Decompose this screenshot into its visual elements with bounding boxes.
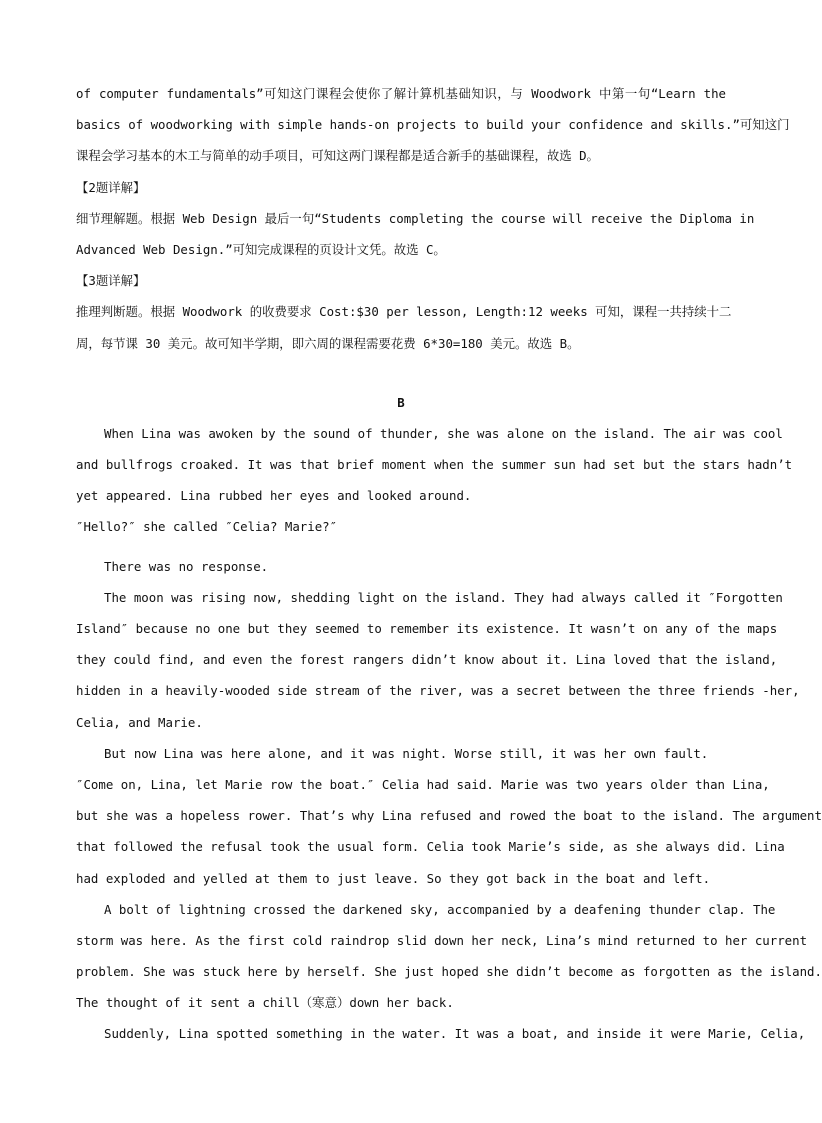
q2-heading: 【2题详解】: [76, 179, 146, 195]
section-label: B: [397, 394, 405, 410]
passage-line: But now Lina was here alone, and it was night. Worse still, it was her own fault.: [104, 745, 709, 761]
answer-explanation-line: of computer fundamentals”可知这门课程会使你了解计算机基础知识，与 Woodwork 中第一句“Learn the: [76, 86, 726, 101]
answer-explanation-line: basics of woodworking with simple hands-on projects to build your confidence and skills.”可知这门: [76, 117, 790, 133]
passage-line: storm was here. As the first cold raindrop slid down her neck, Lina’s mind returned to her current: [76, 932, 808, 948]
passage-line: that followed the refusal took the usual form. Celia took Marie’s side, as she always did. Lina: [76, 839, 785, 855]
passage-line: yet appeared. Lina rubbed her eyes and looked around.: [76, 488, 472, 504]
passage-line: they could find, and even the forest rangers didn’t know about it. Lina loved that the island,: [76, 652, 778, 668]
q3-heading: 【3题详解】: [76, 273, 146, 289]
passage-line: problem. She was stuck here by herself. She just hoped she didn’t become as forgotten as the island.: [76, 964, 822, 980]
passage-line: Suddenly, Lina spotted something in the water. It was a boat, and inside it were Marie, Celia,: [104, 1026, 806, 1042]
answer-explanation-line: 课程会学习基本的木工与简单的动手项目，可知这两门课程都是适合新手的基础课程，故选 D。: [76, 148, 599, 164]
passage-line: Island″ because no one but they seemed to remember its existence. It wasn’t on any of the maps: [76, 621, 778, 636]
answer-explanation-line: 推理判断题。根据 Woodwork 的收费要求 Cost:$30 per lesson, Length:12 weeks 可知，课程一共持续十二: [76, 304, 732, 320]
passage-line: and bullfrogs croaked. It was that brief moment when the summer sun had set but the stars hadn’t: [76, 457, 793, 473]
passage-line: The thought of it sent a chill（寒意）down her back.: [76, 995, 454, 1011]
passage-dialogue-line: ″Come on, Lina, let Marie row the boat.″ Celia had said. Marie was two years older than Lina,: [76, 776, 770, 792]
passage-line: A bolt of lightning crossed the darkened sky, accompanied by a deafening thunder clap. The: [104, 901, 776, 917]
answer-explanation-line: 细节理解题。根据 Web Design 最后一句“Students completing the course will receive the Diploma in: [76, 210, 755, 226]
passage-line: There was no response.: [104, 558, 269, 574]
passage-line: had exploded and yelled at them to just leave. So they got back in the boat and left.: [76, 870, 711, 886]
passage-line: hidden in a heavily-wooded side stream of the river, was a secret between the three friends -her,: [76, 683, 800, 699]
passage-line: When Lina was awoken by the sound of thunder, she was alone on the island. The air was cool: [104, 425, 783, 441]
line-gap: [76, 543, 726, 551]
passage-line: The moon was rising now, shedding light on the island. They had always called it ″Forgotten: [104, 589, 783, 605]
document-page: [76, 78, 822, 1050]
passage-line: but she was a hopeless rower. That’s why Lina refused and rowed the boat to the island. The argument: [76, 808, 822, 824]
answer-explanation-line: 周，每节课 30 美元。故可知半学期，即六周的课程需要花费 6*30=180 美元。故选 B。: [76, 335, 580, 351]
answer-explanation-line: Advanced Web Design.”可知完成课程的页设计文凭。故选 C。: [76, 241, 446, 257]
passage-line: Celia, and Marie.: [76, 714, 203, 730]
passage-dialogue-line: ″Hello?″ she called ″Celia? Marie?″: [76, 519, 338, 535]
section-gap: [76, 359, 726, 387]
